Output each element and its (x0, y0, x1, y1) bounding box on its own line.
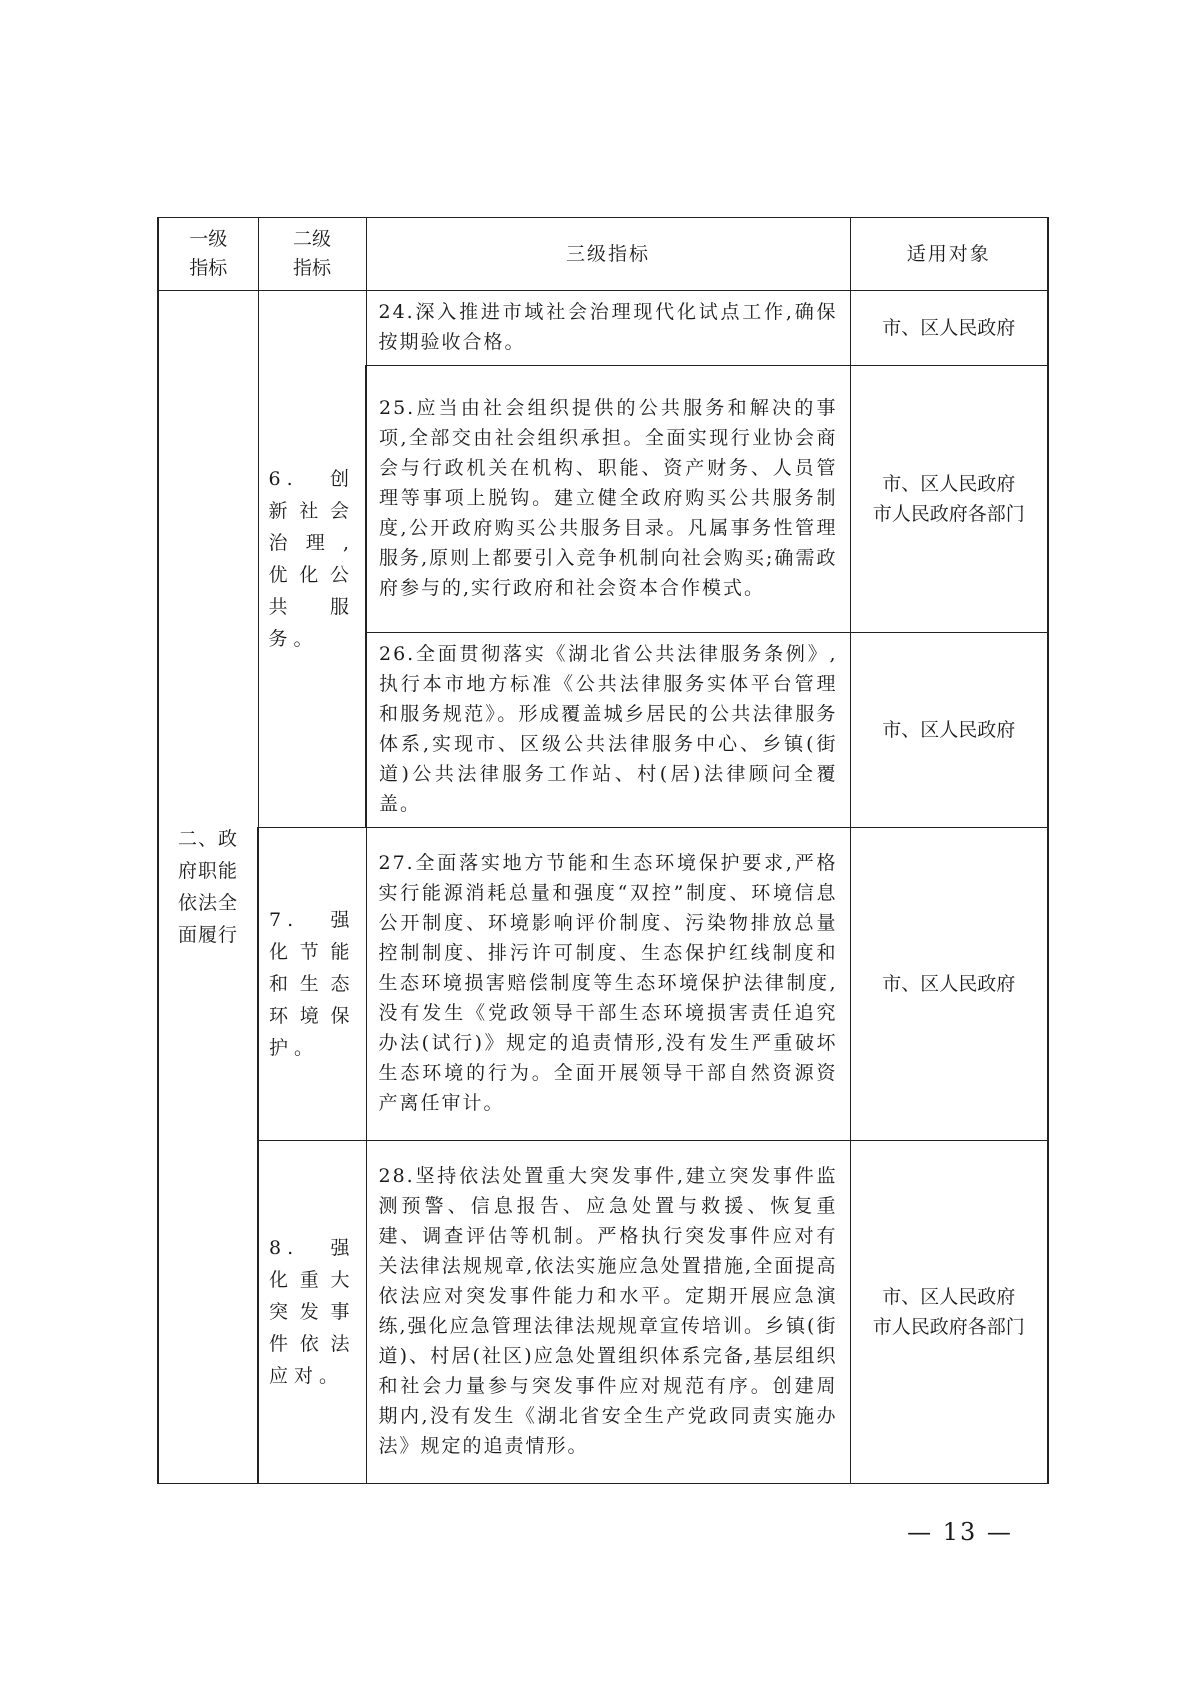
target-line: 市、区人民政府 (882, 473, 1016, 495)
target-cell (850, 1141, 1048, 1484)
header-level3: 三级指标 (366, 218, 850, 291)
target-line: 市、区人民政府 (882, 973, 1016, 995)
table-row (158, 828, 1048, 1141)
indicator-table (157, 217, 1049, 1484)
target-line: 市、区人民政府 (882, 317, 1016, 339)
target-cell (850, 291, 1048, 366)
page-number: — 13 — (907, 1518, 1013, 1546)
target-cell (850, 366, 1048, 633)
level3-cell: 27.全面落实地方节能和生态环境保护要求,严格实行能源消耗总量和强度“双控”制度、环境信息公开制度、环境影响评价制度、污染物排放总量控制制度、排污许可制度、生态保护红线制度和生态环境损害赔偿制度等生态环境保护法律制度,没有发生《党政领导干部生态环境损害责任追究办法(试行)》规定的追责情形,没有发生严重破坏生态环境的行为。全面开展领导干部自然资源资产离任审计。 (366, 828, 850, 1141)
table-row (158, 291, 1048, 366)
level2-cell: 6. 创新社会治理,优化公共服务。 (258, 291, 366, 828)
level2-cell: 7. 强化节能和生态环境保护。 (258, 828, 366, 1141)
level3-cell: 26.全面贯彻落实《湖北省公共法律服务条例》,执行本市地方标准《公共法律服务实体平台管理和服务规范》。形成覆盖城乡居民的公共法律服务体系,实现市、区级公共法律服务中心、乡镇(街道)公共法律服务工作站、村(居)法律顾问全覆盖。 (366, 633, 850, 828)
header-row (158, 218, 1048, 291)
target-line: 市、区人民政府 (882, 1286, 1016, 1308)
target-line: 市、区人民政府 (882, 719, 1016, 741)
header-level1: 一级指标 (158, 218, 258, 291)
level3-cell: 24.深入推进市域社会治理现代化试点工作,确保按期验收合格。 (366, 291, 850, 366)
target-line: 市人民政府各部门 (872, 503, 1025, 525)
level1-cell: 二、政府职能依法全面履行 (158, 291, 258, 1484)
table-row (158, 1141, 1048, 1484)
level2-cell: 8. 强化重大突发事件依法应对。 (258, 1141, 366, 1484)
target-line: 市人民政府各部门 (872, 1316, 1025, 1338)
level3-cell: 28.坚持依法处置重大突发事件,建立突发事件监测预警、信息报告、应急处置与救援、恢复重建、调查评估等机制。严格执行突发事件应对有关法律法规规章,依法实施应急处置措施,全面提高依法应对突发事件能力和水平。定期开展应急演练,强化应急管理法律法规规章宣传培训。乡镇(街道)、村居(社区)应急处置组织体系完备,基层组织和社会力量参与突发事件应对规范有序。创建周期内,没有发生《湖北省安全生产党政同责实施办法》规定的追责情形。 (366, 1141, 850, 1484)
target-cell (850, 633, 1048, 828)
target-cell (850, 828, 1048, 1141)
header-level2: 二级指标 (258, 218, 366, 291)
header-target: 适用对象 (850, 218, 1048, 291)
level3-cell: 25.应当由社会组织提供的公共服务和解决的事项,全部交由社会组织承担。全面实现行业协会商会与行政机关在机构、职能、资产财务、人员管理等事项上脱钩。建立健全政府购买公共服务制度,公开政府购买公共服务目录。凡属事务性管理服务,原则上都要引入竞争机制向社会购买;确需政府参与的,实行政府和社会资本合作模式。 (366, 366, 850, 633)
